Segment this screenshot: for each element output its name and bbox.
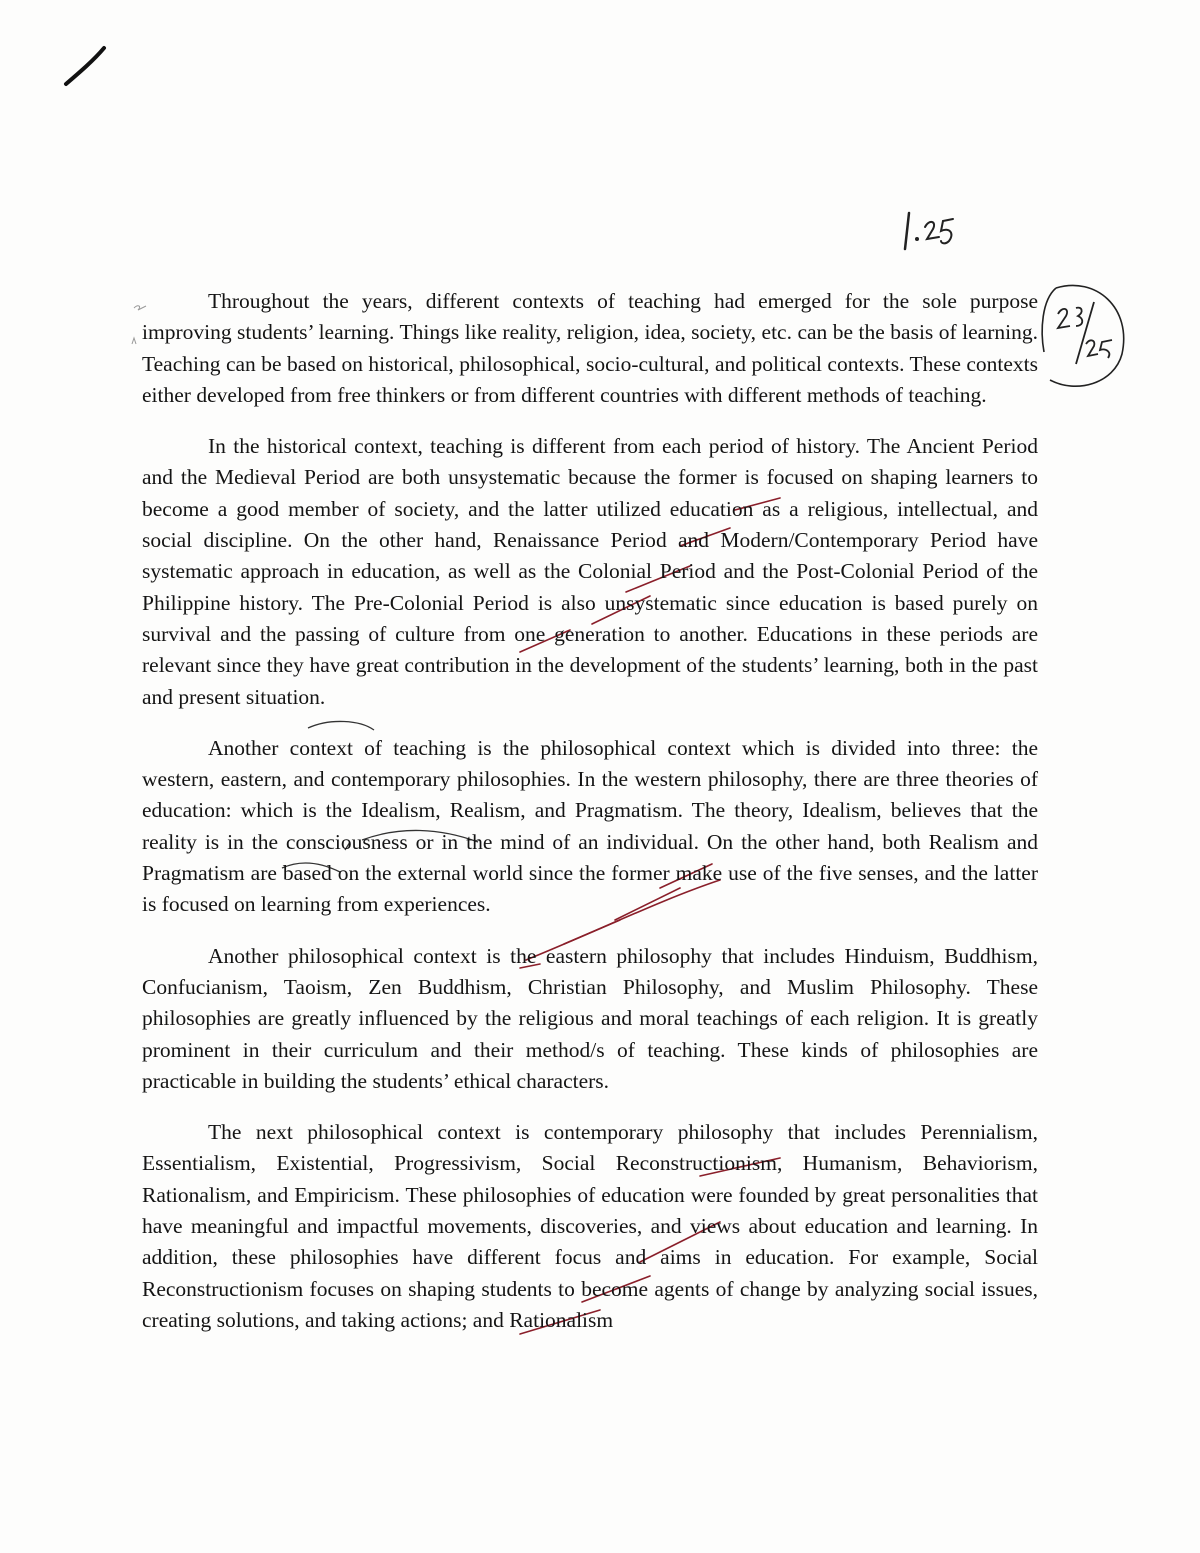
paragraph-historical-context: In the historical context, teaching is different from each period of history. The Ancient Period and the Medieval Period are both unsystematic because the former is focused on shaping learners to become a good member of society, and the latter utilized education as a religious, intellectual, and social discipline. On the other hand, Renaissance Period and Modern/Contemporary Period have systematic approach in education, as well as the Colonial Period and the Post-Colonial Period of the Philippine history. The Pre-Colonial Period is also unsystematic since education is based purely on survival and the passing of culture from one generation to another. Educations in these periods are relevant since they have great contribution in the development of the students’ learning, both in the past and present situation. [142, 434, 1038, 709]
paragraph-contemporary-philosophy: The next philosophical context is contemporary philosophy that includes Perennialism, Essentialism, Existential, Progressivism, Social Reconstructionism, Humanism, Behaviorism, Rationalism, and Empiricism. These philosophies of education were founded by great personalities that have meaningful and impactful movements, discoveries, and views about education and learning. In addition, these philosophies have different focus and aims in education. For example, Social Reconstructionism focuses on shaping students to become agents of change by analyzing social issues, creating solutions, and taking actions; and Rationalism [142, 1120, 1038, 1332]
check-mark-icon [60, 40, 120, 90]
document-body [142, 286, 1038, 1356]
paragraph-intro: Throughout the years, different contexts of teaching had emerged for the sole purpose improving students’ learning. Things like reality, religion, idea, society, etc. can be the basis of learning. Teaching can be based on historical, philosophical, socio-cultural, and political contexts. These contexts either developed from free thinkers or from different countries with different methods of teaching. [142, 289, 1038, 407]
circled-score-icon [1036, 280, 1136, 400]
handwritten-grade-icon [895, 205, 975, 255]
paragraph-eastern-philosophy: Another philosophical context is the eastern philosophy that includes Hinduism, Buddhism, Confucianism, Taoism, Zen Buddhism, Christian Philosophy, and Muslim Philosophy. These philosophies are greatly influenced by the religious and moral teachings of each religion. It is greatly prominent in their curriculum and their method/s of teaching. These kinds of philosophies are practicable in building the students’ ethical characters. [142, 943, 1038, 1093]
paragraph-western-philosophy: Another context of teaching is the philosophical context which is divided into three: the western, eastern, and contemporary philosophies. In the western philosophy, there are three theories of education: which is the Idealism, Realism, and Pragmatism. The theory, Idealism, believes that the reality is in the consciousness or in the mind of an individual. On the other hand, both Realism and Pragmatism are based on the external world since the former make use of the five senses, and the latter is focused on learning from experiences. [142, 735, 1038, 917]
